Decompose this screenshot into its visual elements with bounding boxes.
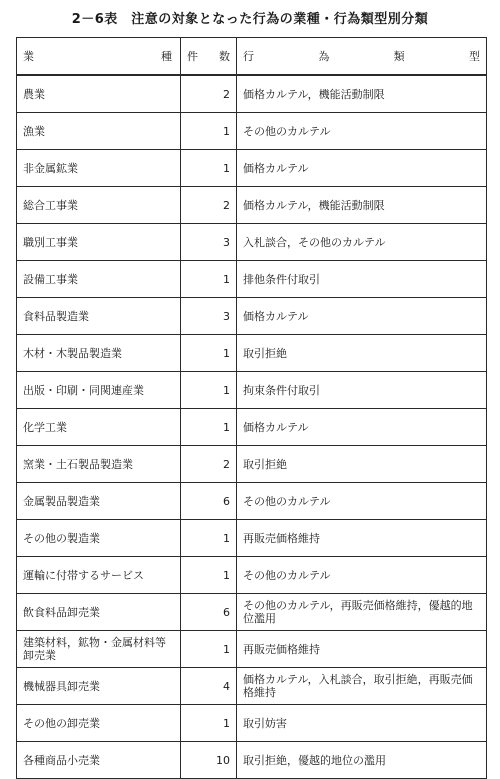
industry-cell: 非金属鉱業: [17, 150, 181, 187]
industry-cell: 飲食料品卸売業: [17, 594, 181, 631]
table-row: [17, 224, 487, 261]
count-cell: 6: [181, 594, 237, 631]
table-row: [17, 446, 487, 483]
industry-cell: 設備工事業: [17, 261, 181, 298]
count-cell: 1: [181, 705, 237, 742]
conduct-type-cell: 価格カルテル: [237, 150, 487, 187]
table-row: [17, 520, 487, 557]
table-row: [17, 483, 487, 520]
industry-cell: 農業: [17, 75, 181, 113]
table-row: [17, 150, 487, 187]
table-row: [17, 261, 487, 298]
header-conduct-type: 行 為 類 型: [237, 38, 487, 76]
conduct-type-cell: 価格カルテル，入札談合，取引拒絶，再販売価格維持: [237, 668, 487, 705]
conduct-type-cell: 価格カルテル: [237, 298, 487, 335]
conduct-type-cell: 価格カルテル: [237, 409, 487, 446]
count-cell: 1: [181, 335, 237, 372]
table-row: [17, 409, 487, 446]
count-cell: 2: [181, 187, 237, 224]
conduct-type-cell: その他のカルテル: [237, 113, 487, 150]
industry-cell: 木材・木製品製造業: [17, 335, 181, 372]
table-row: [17, 187, 487, 224]
count-cell: 3: [181, 224, 237, 261]
count-cell: 6: [181, 483, 237, 520]
industry-cell: 各種商品小売業: [17, 742, 181, 779]
conduct-type-cell: 取引拒絶: [237, 335, 487, 372]
count-cell: 1: [181, 520, 237, 557]
conduct-type-cell: 再販売価格維持: [237, 520, 487, 557]
table-row: [17, 298, 487, 335]
header-count: 件数: [181, 38, 237, 76]
table-row: [17, 113, 487, 150]
industry-cell: 職別工事業: [17, 224, 181, 261]
industry-cell: その他の卸売業: [17, 705, 181, 742]
header-industry: 業 種: [17, 38, 181, 76]
conduct-type-cell: 価格カルテル，機能活動制限: [237, 75, 487, 113]
table-row: [17, 668, 487, 705]
conduct-type-cell: 拘束条件付取引: [237, 372, 487, 409]
table-row: [17, 742, 487, 779]
industry-cell: 総合工事業: [17, 187, 181, 224]
industry-cell: 漁業: [17, 113, 181, 150]
table-row: [17, 75, 487, 113]
industry-cell: 出版・印刷・同関連産業: [17, 372, 181, 409]
count-cell: 1: [181, 557, 237, 594]
count-cell: 1: [181, 631, 237, 668]
industry-cell: 金属製品製造業: [17, 483, 181, 520]
industry-cell: 食料品製造業: [17, 298, 181, 335]
industry-cell: 運輸に付帯するサービス: [17, 557, 181, 594]
count-cell: 2: [181, 75, 237, 113]
table-row: [17, 557, 487, 594]
table-title: 2－6表 注意の対象となった行為の業種・行為類型別分類: [71, 12, 429, 27]
count-cell: 1: [181, 113, 237, 150]
count-cell: 2: [181, 446, 237, 483]
count-cell: 1: [181, 261, 237, 298]
count-cell: 1: [181, 409, 237, 446]
table-row: [17, 705, 487, 742]
count-cell: 1: [181, 372, 237, 409]
industry-cell: 建築材料，鉱物・金属材料等卸売業: [17, 631, 181, 668]
conduct-type-cell: 入札談合，その他のカルテル: [237, 224, 487, 261]
table-row: [17, 631, 487, 668]
header-row: [17, 38, 487, 76]
conduct-type-cell: 取引拒絶: [237, 446, 487, 483]
count-cell: 3: [181, 298, 237, 335]
classification-table: [16, 37, 487, 779]
industry-cell: 化学工業: [17, 409, 181, 446]
count-cell: 1: [181, 150, 237, 187]
conduct-type-cell: その他のカルテル，再販売価格維持，優越的地位濫用: [237, 594, 487, 631]
table-body: [17, 75, 487, 779]
conduct-type-cell: 取引妨害: [237, 705, 487, 742]
conduct-type-cell: 排他条件付取引: [237, 261, 487, 298]
count-cell: 10: [181, 742, 237, 779]
table-row: [17, 372, 487, 409]
count-cell: 4: [181, 668, 237, 705]
industry-cell: その他の製造業: [17, 520, 181, 557]
industry-cell: 機械器具卸売業: [17, 668, 181, 705]
conduct-type-cell: 取引拒絶，優越的地位の濫用: [237, 742, 487, 779]
table-row: [17, 594, 487, 631]
table-row: [17, 335, 487, 372]
conduct-type-cell: その他のカルテル: [237, 483, 487, 520]
conduct-type-cell: 再販売価格維持: [237, 631, 487, 668]
conduct-type-cell: 価格カルテル，機能活動制限: [237, 187, 487, 224]
conduct-type-cell: その他のカルテル: [237, 557, 487, 594]
industry-cell: 窯業・土石製品製造業: [17, 446, 181, 483]
